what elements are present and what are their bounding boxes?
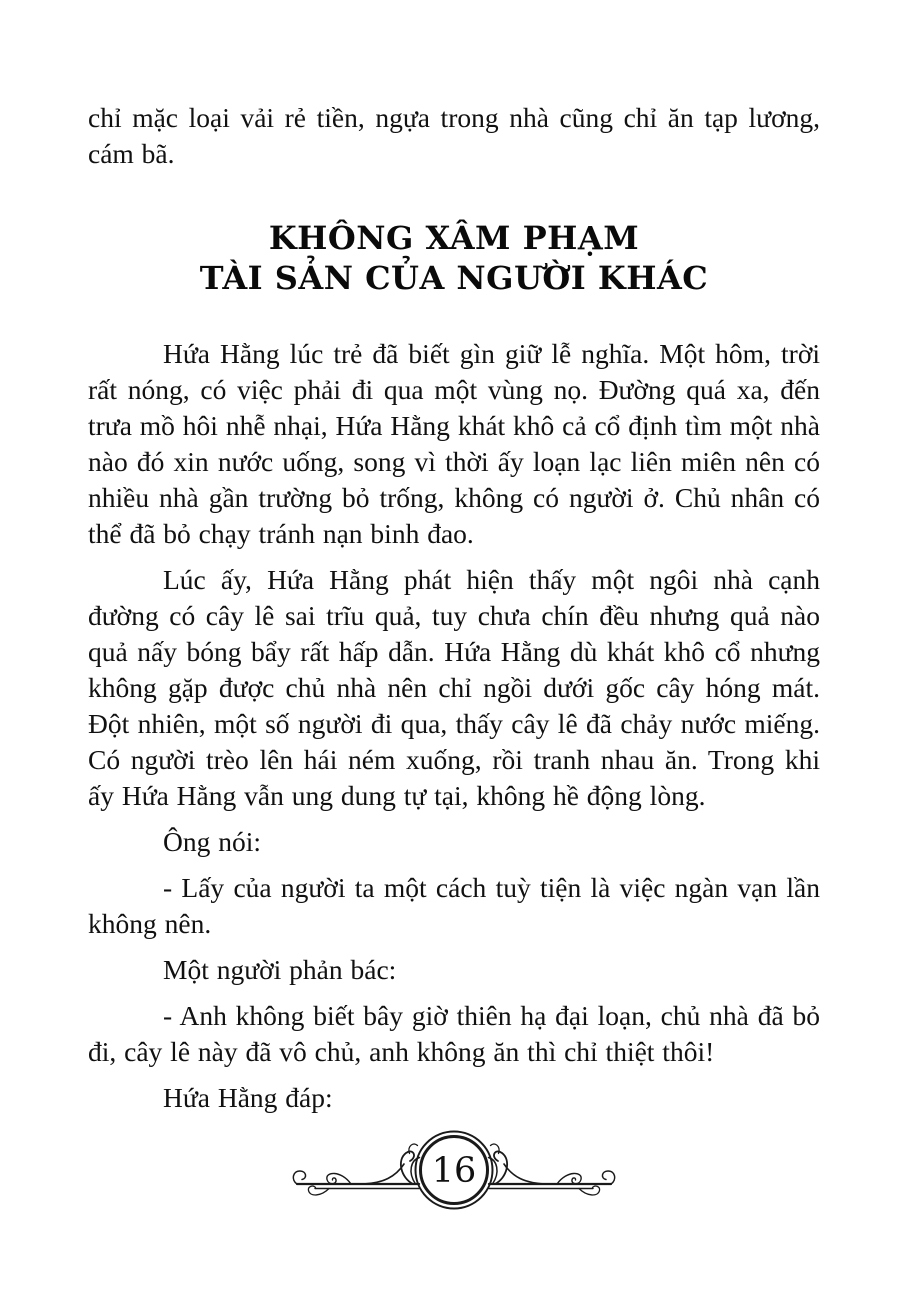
chapter-title-line1: KHÔNG XÂM PHẠM	[268, 219, 640, 257]
story-paragraph: Hứa Hằng lúc trẻ đã biết gìn giữ lễ nghĩa. Một hôm, trời rất nóng, có việc phải đi qua một vùng nọ. Đường quá xa, đến trưa mồ hôi nhễ nhại, Hứa Hằng khát khô cả cổ định tìm một nhà nào đó xin nước uống, song vì thời ấy loạn lạc liên miên nên có nhiều nhà gần trường bỏ trống, không có người ở. Chủ nhân có thể đã bỏ chạy tránh nạn binh đao.	[88, 338, 820, 549]
dialogue-line: - Anh không biết bây giờ thiên hạ đại loạn, chủ nhà đã bỏ đi, cây lê này đã vô chủ, anh không ăn thì chỉ thiệt thôi!	[88, 1000, 820, 1067]
page-number: 16	[431, 1151, 477, 1191]
page-number-ornament	[289, 1126, 619, 1218]
ornament-right-flourish	[489, 1144, 615, 1195]
chapter-title-line2: TÀI SẢN CỦA NGƯỜI KHÁC	[199, 259, 709, 297]
chapter-title	[88, 218, 820, 298]
carryover-paragraph: chỉ mặc loại vải rẻ tiền, ngựa trong nhà cũng chỉ ăn tạp lương, cám bã.	[88, 102, 820, 169]
ornament-left-flourish	[293, 1144, 419, 1195]
dialogue-line: - Lấy của người ta một cách tuỳ tiện là việc ngàn vạn lần không nên.	[88, 872, 820, 939]
speech-lead-in: Hứa Hằng đáp:	[163, 1082, 333, 1113]
page-footer	[88, 1126, 820, 1218]
story-paragraph: Lúc ấy, Hứa Hằng phát hiện thấy một ngôi nhà cạnh đường có cây lê sai trĩu quả, tuy chưa chín đều nhưng quả nào quả nấy bóng bẩy rất hấp dẫn. Hứa Hằng dù khát khô cổ nhưng không gặp được chủ nhà nên chỉ ngồi dưới gốc cây hóng mát. Đột nhiên, một số người đi qua, thấy cây lê đã chảy nước miếng. Có người trèo lên hái ném xuống, rồi tranh nhau ăn. Trong khi ấy Hứa Hằng vẫn ung dung tự tại, không hề động lòng.	[88, 564, 820, 811]
speech-lead-in: Ông nói:	[163, 826, 262, 857]
speech-lead-in: Một người phản bác:	[163, 954, 397, 985]
